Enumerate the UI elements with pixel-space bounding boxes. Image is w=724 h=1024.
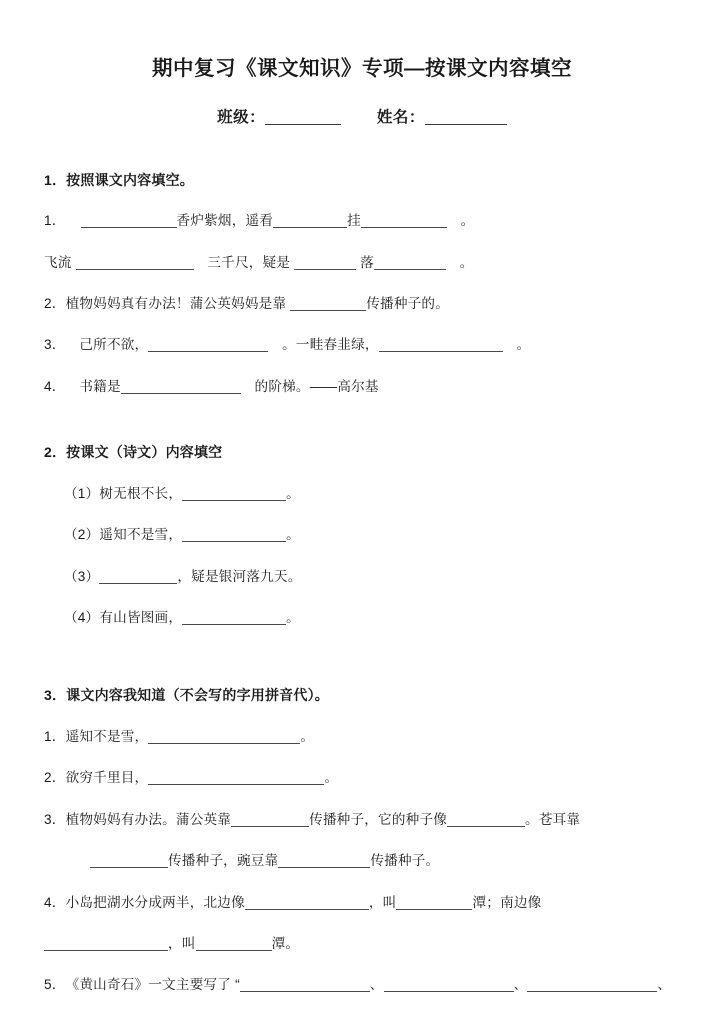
item-number: 4． xyxy=(44,378,66,394)
section-2-heading: 2．按课文（诗文）内容填空 xyxy=(44,444,223,461)
section-3-item-4-cont xyxy=(44,934,680,954)
section-1-item-3 xyxy=(44,335,680,355)
section-2 xyxy=(44,443,680,628)
section-3 xyxy=(44,686,680,995)
item-text: 、 xyxy=(369,977,384,993)
section-3-item-4 xyxy=(44,893,680,913)
item-text: 飞流 xyxy=(44,254,76,270)
item-number: （3） xyxy=(64,568,100,584)
section-1-item-2 xyxy=(44,294,680,314)
item-text: 、 xyxy=(513,977,528,993)
answer-blank[interactable] xyxy=(379,337,503,352)
answer-blank[interactable] xyxy=(121,379,241,394)
item-text: 欲穷千里目， xyxy=(65,770,149,786)
answer-blank[interactable] xyxy=(182,610,286,625)
answer-blank[interactable] xyxy=(290,296,366,311)
answer-blank[interactable] xyxy=(76,255,194,270)
item-number: （1） xyxy=(64,485,100,501)
section-1-item-1 xyxy=(44,211,680,231)
name-label: 姓名： xyxy=(376,108,425,126)
answer-blank[interactable] xyxy=(396,895,472,910)
answer-blank[interactable] xyxy=(148,729,300,744)
item-text: 。一畦春韭绿， xyxy=(268,337,379,353)
item-text: 。 xyxy=(324,770,339,786)
item-text: 。 xyxy=(286,609,300,625)
item-number: 5． xyxy=(44,977,66,993)
item-text: 传播种子，豌豆靠 xyxy=(168,853,279,869)
item-number: 3． xyxy=(44,337,66,353)
answer-blank[interactable] xyxy=(273,213,347,228)
item-text: 潭。 xyxy=(271,935,300,951)
answer-blank[interactable] xyxy=(99,569,177,584)
section-2-item-1 xyxy=(44,484,680,504)
item-text: ，叫 xyxy=(168,935,196,951)
answer-blank[interactable] xyxy=(148,770,324,785)
item-text: 。 xyxy=(300,728,315,744)
item-number: （2） xyxy=(64,527,100,543)
item-number: 4． xyxy=(44,894,66,910)
item-text: 传播种子的。 xyxy=(366,296,450,312)
item-text: 潭；南边像 xyxy=(472,894,542,910)
item-text: 遥知不是雪， xyxy=(65,728,149,744)
item-text: 遥知不是雪， xyxy=(99,527,183,543)
item-text: 、 xyxy=(657,977,672,993)
answer-blank[interactable] xyxy=(90,853,168,868)
item-number: 1． xyxy=(44,728,66,744)
item-text: 传播种子。 xyxy=(370,853,440,869)
answer-blank[interactable] xyxy=(44,936,168,951)
item-text: 植物妈妈真有办法！蒲公英妈妈是靠 xyxy=(65,296,291,312)
answer-blank[interactable] xyxy=(182,486,286,501)
answer-blank[interactable] xyxy=(81,213,177,228)
answer-blank[interactable] xyxy=(527,977,657,992)
answer-blank[interactable] xyxy=(182,527,286,542)
item-text: ，疑是银河落九天。 xyxy=(177,568,302,584)
item-text: 书籍是 xyxy=(65,378,121,394)
answer-blank[interactable] xyxy=(148,337,268,352)
item-number: 2． xyxy=(44,296,66,312)
item-text: 三千尺，疑是 xyxy=(193,254,295,270)
student-info-line xyxy=(44,105,680,127)
name-blank[interactable] xyxy=(425,109,507,125)
item-text: 香炉紫烟，遥看 xyxy=(176,213,274,229)
item-text: 《黄山奇石》一文主要写了 “ xyxy=(65,977,240,993)
answer-blank[interactable] xyxy=(384,977,514,992)
item-text: 。 xyxy=(286,527,300,543)
class-label: 班级： xyxy=(217,108,266,126)
class-blank[interactable] xyxy=(265,109,341,125)
item-text: 的阶梯。——高尔基 xyxy=(240,378,379,394)
section-3-item-2 xyxy=(44,768,680,788)
section-2-item-4 xyxy=(44,608,680,628)
item-text: 挂 xyxy=(347,213,361,229)
class-field xyxy=(217,105,341,127)
item-text: 有山皆图画， xyxy=(99,609,183,625)
answer-blank[interactable] xyxy=(361,213,447,228)
item-text: 小岛把湖水分成两半，北边像 xyxy=(65,894,245,910)
answer-blank[interactable] xyxy=(245,895,369,910)
item-text: 己所不欲， xyxy=(65,337,149,353)
answer-blank[interactable] xyxy=(278,853,370,868)
item-text: 。 xyxy=(502,337,531,353)
item-text: 。 xyxy=(445,254,474,270)
answer-blank[interactable] xyxy=(294,255,356,270)
item-text: ，叫 xyxy=(368,894,397,910)
item-text: 。 xyxy=(286,485,300,501)
name-field xyxy=(377,105,507,127)
answer-blank[interactable] xyxy=(240,977,370,992)
answer-blank[interactable] xyxy=(231,812,309,827)
answer-blank[interactable] xyxy=(374,255,446,270)
item-number: 2． xyxy=(44,770,66,786)
section-3-item-3-cont xyxy=(44,851,680,871)
item-number: 1． xyxy=(44,213,66,229)
item-number: 3． xyxy=(44,811,66,827)
section-3-heading: 3．课文内容我知道（不会写的字用拼音代）。 xyxy=(44,687,329,704)
item-text: 传播种子，它的种子像 xyxy=(309,811,448,827)
section-1-item-1-cont xyxy=(44,253,680,273)
item-text: 植物妈妈有办法。蒲公英靠 xyxy=(65,811,232,827)
answer-blank[interactable] xyxy=(196,936,272,951)
section-1-item-4 xyxy=(44,377,680,397)
section-3-item-1 xyxy=(44,727,680,747)
answer-blank[interactable] xyxy=(447,812,525,827)
item-text: 。苍耳靠 xyxy=(525,811,581,827)
section-3-item-3 xyxy=(44,810,680,830)
section-2-item-2 xyxy=(44,525,680,545)
page-title: 期中复习《课文知识》专项—按课文内容填空 xyxy=(152,57,572,80)
item-text: 落 xyxy=(356,254,374,270)
item-text: 树无根不长， xyxy=(99,485,183,501)
item-number: （4） xyxy=(64,609,100,625)
section-1-heading: 1．按照课文内容填空。 xyxy=(44,171,194,188)
section-3-item-5 xyxy=(44,975,680,995)
section-2-item-3 xyxy=(44,567,680,587)
item-text: 。 xyxy=(446,213,475,229)
section-1 xyxy=(44,171,680,398)
